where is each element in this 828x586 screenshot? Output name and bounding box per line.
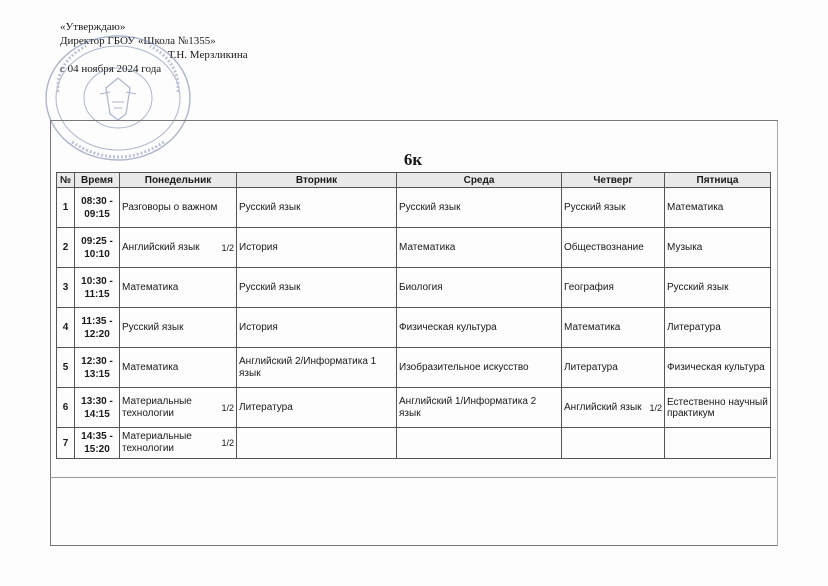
approval-line-1: «Утверждаю»: [60, 21, 126, 33]
monday-cell-text: Математика: [122, 361, 179, 373]
friday-cell: Естественно научный практикум: [665, 388, 771, 428]
thursday-cell-group-fraction: 1/2: [649, 402, 662, 413]
tuesday-cell: [237, 308, 397, 348]
thursday-cell: [562, 388, 665, 428]
wednesday-cell: [397, 228, 562, 268]
monday-cell-group-fraction: 1/2: [221, 402, 234, 413]
thursday-cell: [562, 308, 665, 348]
approval-line-2: Директор ГБОУ «Школа №1355»: [60, 35, 216, 47]
monday-cell-text: Материальные технологии: [122, 395, 192, 419]
tuesday-cell: [237, 188, 397, 228]
monday-cell-text: Русский язык: [122, 321, 184, 333]
tuesday-cell-text: История: [239, 241, 278, 253]
lesson-number: 2: [57, 228, 75, 268]
wednesday-cell-text: Русский язык: [399, 201, 461, 213]
wednesday-cell: [397, 348, 562, 388]
monday-cell: [120, 388, 237, 428]
lesson-time: 11:35 - 12:20: [75, 308, 120, 348]
wednesday-cell: [397, 188, 562, 228]
col-header-wednesday: Среда: [397, 173, 562, 188]
table-row: [57, 388, 771, 428]
thursday-cell-text: Русский язык: [564, 201, 626, 213]
wednesday-cell-text: Изобразительное искусство: [399, 361, 529, 373]
friday-cell: Музыка: [665, 228, 771, 268]
lesson-number: 6: [57, 388, 75, 428]
thursday-cell: [562, 428, 665, 459]
wednesday-cell: [397, 428, 562, 459]
thursday-cell-text: Литература: [564, 361, 618, 373]
approval-line-4: с 04 ноября 2024 года: [60, 63, 162, 75]
monday-cell: [120, 428, 237, 459]
tuesday-cell: [237, 268, 397, 308]
thursday-cell: [562, 188, 665, 228]
table-row: [57, 428, 771, 459]
thursday-cell: [562, 348, 665, 388]
approval-line-3: Т.Н. Мерзликина: [168, 49, 248, 61]
friday-cell: Русский язык: [665, 268, 771, 308]
wednesday-cell: [397, 388, 562, 428]
tuesday-cell-text: Литература: [239, 401, 293, 413]
monday-cell: [120, 228, 237, 268]
monday-cell-group-fraction: 1/2: [221, 242, 234, 253]
friday-cell: [665, 428, 771, 459]
monday-cell: [120, 348, 237, 388]
lesson-time: 14:35 - 15:20: [75, 428, 120, 459]
lesson-time: 09:25 - 10:10: [75, 228, 120, 268]
table-header-row: [57, 173, 771, 188]
col-header-friday: Пятница: [665, 173, 771, 188]
friday-cell: Физическая культура: [665, 348, 771, 388]
monday-cell: [120, 268, 237, 308]
friday-cell: Математика: [665, 188, 771, 228]
lesson-number: 5: [57, 348, 75, 388]
thursday-cell-text: Обществознание: [564, 241, 644, 253]
table-row: [57, 228, 771, 268]
col-header-num: №: [57, 173, 75, 188]
wednesday-cell: [397, 268, 562, 308]
thursday-cell-text: География: [564, 281, 614, 293]
col-header-tuesday: Вторник: [237, 173, 397, 188]
lesson-number: 4: [57, 308, 75, 348]
thursday-cell: [562, 228, 665, 268]
col-header-time: Время: [75, 173, 120, 188]
lesson-number: 3: [57, 268, 75, 308]
wednesday-cell-text: Биология: [399, 281, 443, 293]
lesson-time: 10:30 - 11:15: [75, 268, 120, 308]
lesson-time: 08:30 - 09:15: [75, 188, 120, 228]
monday-cell-group-fraction: 1/2: [221, 438, 234, 448]
tuesday-cell-text: История: [239, 321, 278, 333]
friday-cell: Литература: [665, 308, 771, 348]
table-row: [57, 348, 771, 388]
tuesday-cell: [237, 348, 397, 388]
monday-cell-text: Материальные технологии: [122, 431, 192, 454]
wednesday-cell: [397, 308, 562, 348]
thursday-cell-text: Английский язык: [564, 401, 642, 413]
frame-divider: [50, 477, 776, 478]
wednesday-cell-text: Физическая культура: [399, 321, 497, 333]
thursday-cell: [562, 268, 665, 308]
tuesday-cell-text: Английский 2/Информатика 1 язык: [239, 355, 377, 379]
col-header-thursday: Четверг: [562, 173, 665, 188]
thursday-cell-text: Математика: [564, 321, 621, 333]
monday-cell-text: Разговоры о важном: [122, 201, 218, 213]
table-row: [57, 268, 771, 308]
wednesday-cell-text: Математика: [399, 241, 456, 253]
lesson-number: 7: [57, 428, 75, 459]
wednesday-cell-text: Английский 1/Информатика 2 язык: [399, 395, 537, 419]
monday-cell: [120, 188, 237, 228]
lesson-number: 1: [57, 188, 75, 228]
tuesday-cell: [237, 228, 397, 268]
table-row: [57, 188, 771, 228]
tuesday-cell-text: Русский язык: [239, 201, 301, 213]
monday-cell-text: Математика: [122, 281, 179, 293]
monday-cell: [120, 308, 237, 348]
col-header-monday: Понедельник: [120, 173, 237, 188]
tuesday-cell: [237, 388, 397, 428]
tuesday-cell-text: Русский язык: [239, 281, 301, 293]
monday-cell-text: Английский язык: [122, 241, 200, 253]
lesson-time: 13:30 - 14:15: [75, 388, 120, 428]
table-row: [57, 308, 771, 348]
tuesday-cell: [237, 428, 397, 459]
schedule-table: [56, 172, 771, 459]
class-title: 6к: [403, 150, 423, 169]
lesson-time: 12:30 - 13:15: [75, 348, 120, 388]
